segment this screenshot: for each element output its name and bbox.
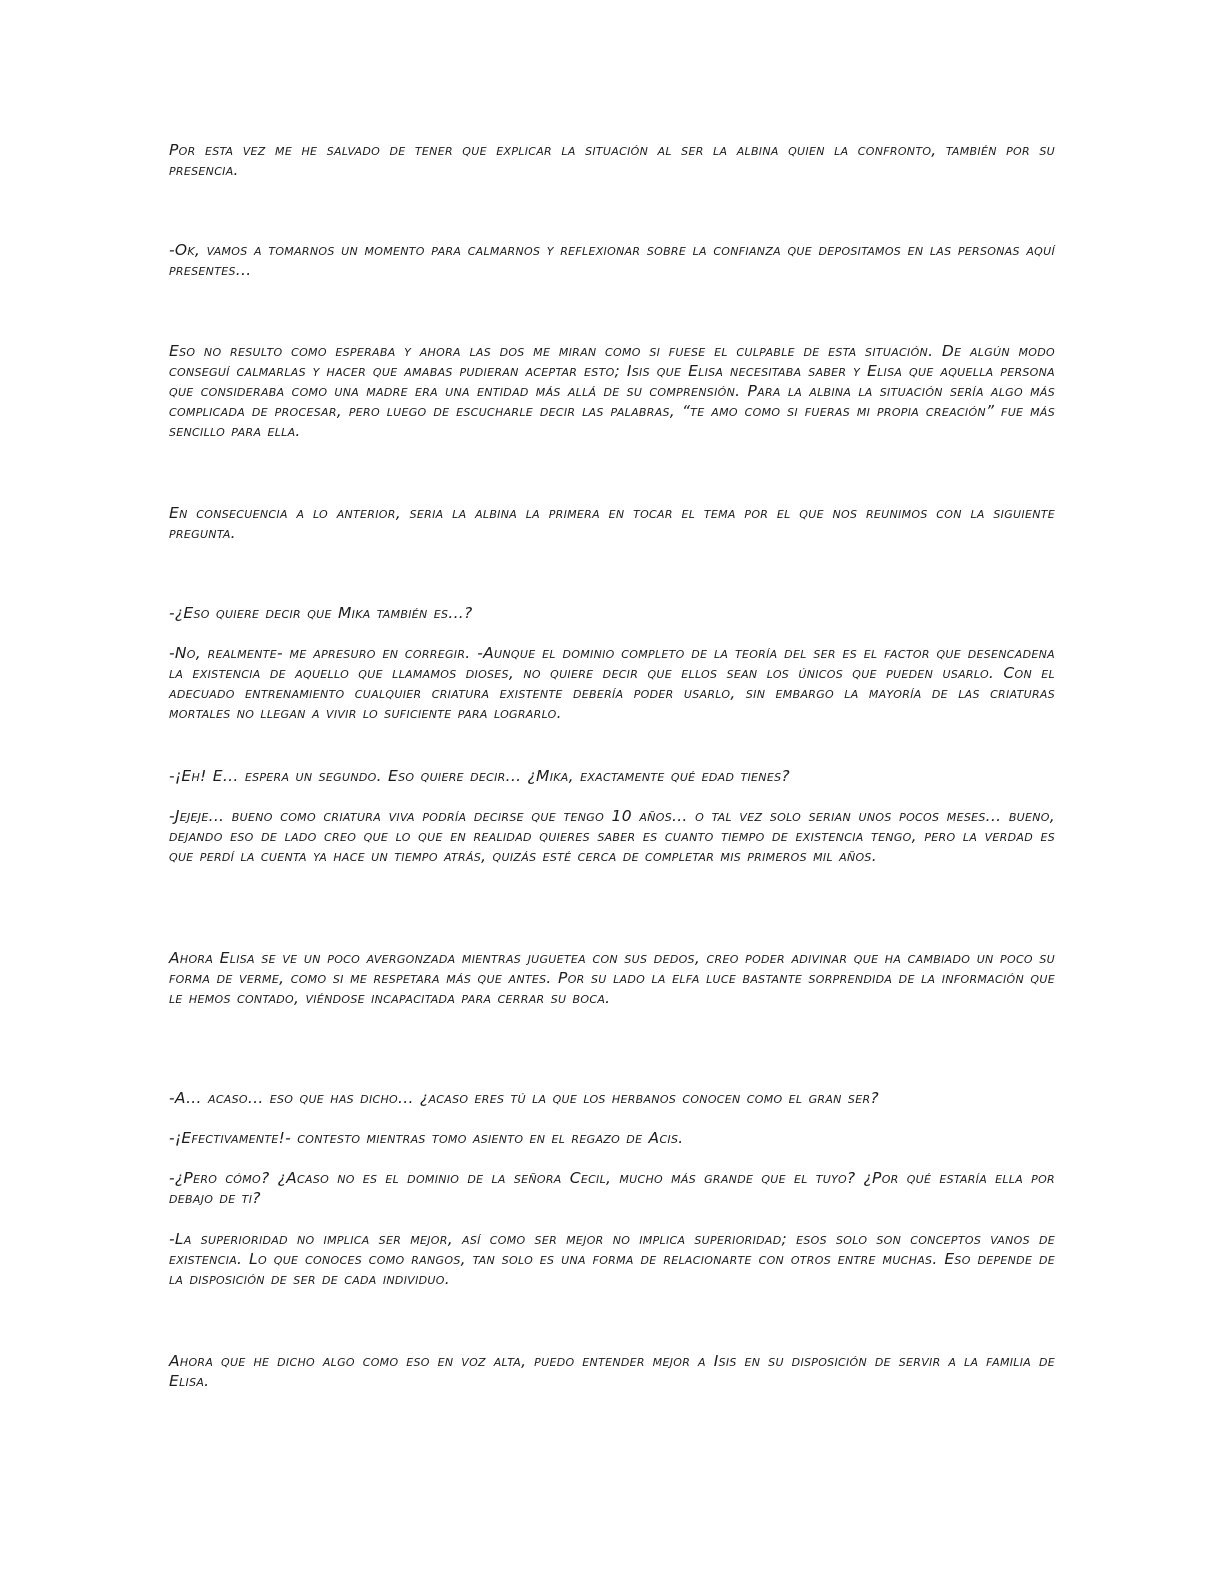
- paragraph-narration-3: En consecuencia a lo anterior, seria la albina la primera en tocar el tema por el que nos reunimos con la siguiente pregunta.: [169, 504, 1055, 542]
- paragraph-dialogue-2: -¿Eso quiere decir que Mika también es...?: [169, 604, 473, 622]
- paragraph-dialogue-5: -Jejeje... bueno como criatura viva podría decirse que tengo 10 años... o tal vez solo serian unos pocos meses... bueno, dejando eso de lado creo que lo que en realidad quieres saber es cuanto tiempo de existencia tengo, pero la verdad es que perdí la cuenta ya hace un tiempo atrás, quizás esté cerca de completar mis primeros mil años.: [169, 807, 1055, 865]
- paragraph-dialogue-1: -Ok, vamos a tomarnos un momento para calmarnos y reflexionar sobre la confianza que depositamos en las personas aquí presentes...: [169, 241, 1055, 279]
- paragraph-dialogue-9: -La superioridad no implica ser mejor, así como ser mejor no implica superioridad; esos solo son conceptos vanos de existencia. Lo que conoces como rangos, tan solo es una forma de relacionarte con otros entre muchas. Eso depende de la disposición de ser de cada individuo.: [169, 1230, 1055, 1288]
- paragraph-dialogue-7: -¡Efectivamente!- contesto mientras tomo asiento en el regazo de Acis.: [169, 1129, 684, 1147]
- paragraph-dialogue-3: -No, realmente- me apresuro en corregir. -Aunque el dominio completo de la teoría del ser es el factor que desencadena la existencia de aquello que llamamos dioses, no quiere decir que ellos sean los únicos que pueden usarlo. Con el adecuado entrenamiento cualquier criatura existente debería poder usarlo, sin embargo la mayoría de las criaturas mortales no llegan a vivir lo suficiente para lograrlo.: [169, 644, 1055, 722]
- paragraph-dialogue-6: -A... acaso... eso que has dicho... ¿acaso eres tú la que los herbanos conocen como el gran ser?: [169, 1089, 879, 1107]
- paragraph-dialogue-4: -¡Eh! E... espera un segundo. Eso quiere decir... ¿Mika, exactamente qué edad tienes?: [169, 767, 790, 785]
- paragraph-narration-4: Ahora Elisa se ve un poco avergonzada mientras juguetea con sus dedos, creo poder adivinar que ha cambiado un poco su forma de verme, como si me respetara más que antes. Por su lado la elfa luce bastante sorprendida de la información que le hemos contado, viéndose incapacitada para cerrar su boca.: [169, 949, 1055, 1007]
- paragraph-dialogue-8: -¿Pero cómo? ¿Acaso no es el dominio de la señora Cecil, mucho más grande que el tuyo? ¿Por qué estaría ella por debajo de ti?: [169, 1169, 1055, 1207]
- paragraph-narration-5: Ahora que he dicho algo como eso en voz alta, puedo entender mejor a Isis en su disposición de servir a la familia de Elisa.: [169, 1352, 1055, 1390]
- paragraph-narration-2: Eso no resulto como esperaba y ahora las dos me miran como si fuese el culpable de esta situación. De algún modo conseguí calmarlas y hacer que amabas pudieran aceptar esto; Isis que Elisa necesitaba saber y Elisa que aquella persona que consideraba como una madre era una entidad más allá de su comprensión. Para la albina la situación sería algo más complicada de procesar, pero luego de escucharle decir las palabras, “te amo como si fueras mi propia creación” fue más sencillo para ella.: [169, 342, 1055, 440]
- paragraph-narration-1: Por esta vez me he salvado de tener que explicar la situación al ser la albina quien la confronto, también por su presencia.: [169, 141, 1055, 179]
